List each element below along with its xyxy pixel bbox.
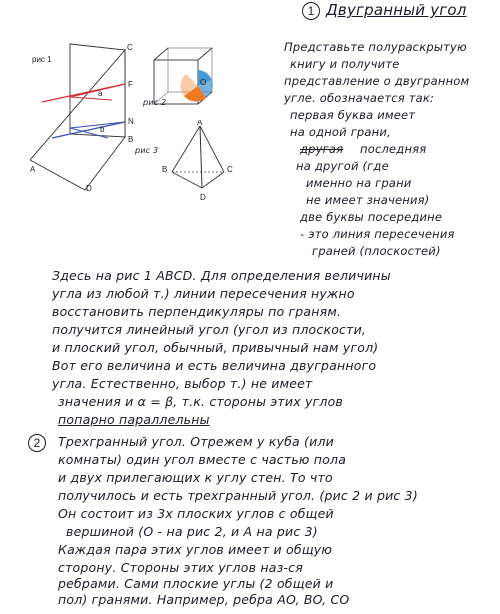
right-line: не имеет значения) bbox=[306, 193, 430, 207]
para1-line: попарно параллельны bbox=[58, 412, 210, 427]
para2-line: пол) гранями. Например, ребра AO, BO, CO bbox=[58, 592, 350, 607]
fig1-label-b-upper: B bbox=[128, 135, 134, 144]
right-line: книгу и получите bbox=[290, 57, 400, 71]
para2-line: Трехгранный угол. Отрежем у куба (или bbox=[58, 434, 334, 449]
figure-2-caption: рис 2 bbox=[143, 98, 167, 107]
figure-1-dihedral-angle bbox=[30, 42, 148, 192]
para2-line: вершиной (O - на рис 2, и A на рис 3) bbox=[66, 524, 318, 539]
fig1-label-n: N bbox=[128, 117, 134, 126]
para2-line: ребрами. Сами плоские углы (2 общей и bbox=[58, 576, 334, 591]
fig1-label-a: a bbox=[98, 89, 103, 98]
para1-line: Вот его величина и есть величина двугранного bbox=[52, 358, 377, 373]
section-1-number: 1 bbox=[302, 2, 320, 20]
para1-line: получится линейный угол (угол из плоскости, bbox=[52, 322, 367, 337]
right-line: граней (плоскостей) bbox=[312, 244, 441, 258]
right-line: на одной грани, bbox=[290, 125, 391, 139]
right-line: две буквы посередине bbox=[300, 210, 443, 224]
right-line: - это линия пересечения bbox=[300, 227, 455, 241]
para2-line: Он состоит из 3х плоских углов с общей bbox=[58, 506, 334, 521]
para1-line: угла. Естественно, выбор т.) не имеет bbox=[52, 376, 313, 391]
para1-line: значения и α = β, т.к. стороны этих углов bbox=[58, 394, 343, 409]
fig3-label-c: C bbox=[227, 165, 233, 174]
fig1-label-c: C bbox=[127, 43, 133, 52]
fig1-label-a-upper: A bbox=[30, 165, 36, 174]
para1-line: угла из любой т.) линии пересечения нужно bbox=[52, 286, 355, 301]
figure-3-caption: рис 3 bbox=[135, 146, 159, 155]
right-line: последняя bbox=[360, 142, 427, 156]
para2-line: получилось и есть трехгранный угол. (рис 2 и рис 3) bbox=[58, 488, 418, 503]
struck-word: другая bbox=[300, 142, 344, 156]
para1-line: Здесь на рис 1 ABCD. Для определения величины bbox=[52, 268, 391, 283]
para1-line: и плоский угол, обычный, привычный нам угол) bbox=[52, 340, 379, 355]
para2-line: сторону. Стороны этих углов наз-ся bbox=[58, 560, 303, 575]
page-title: Двугранный угол bbox=[326, 1, 467, 19]
fig3-label-a: A bbox=[197, 120, 203, 127]
section-2-number: 2 bbox=[28, 434, 46, 452]
para2-line: Каждая пара этих углов имеет и общую bbox=[58, 542, 333, 557]
right-line: представление о двугранном bbox=[284, 74, 470, 88]
figure-3-trihedral bbox=[150, 120, 245, 208]
right-line: на другой (где bbox=[296, 159, 389, 173]
right-line: Представьте полураскрытую bbox=[284, 40, 467, 54]
fig1-label-b: b bbox=[100, 125, 105, 134]
fig3-label-b: B bbox=[162, 165, 168, 174]
para2-line: и двух прилегающих к углу стен. То что bbox=[58, 470, 333, 485]
fig3-label-d: D bbox=[200, 193, 206, 202]
right-line: первая буква имеет bbox=[290, 108, 416, 122]
para1-line: восстановить перпендикуляры по граням. bbox=[52, 304, 342, 319]
figure-1-caption: рис 1 bbox=[32, 55, 52, 64]
fig1-label-f: F bbox=[128, 80, 133, 89]
para2-line: комнаты) один угол вместе с частью пола bbox=[58, 452, 347, 467]
right-line: угле. обозначается так: bbox=[284, 91, 435, 105]
right-line: именно на грани bbox=[306, 176, 412, 190]
fig1-label-d: D bbox=[86, 184, 92, 192]
fig2-label-o: O bbox=[200, 78, 207, 87]
